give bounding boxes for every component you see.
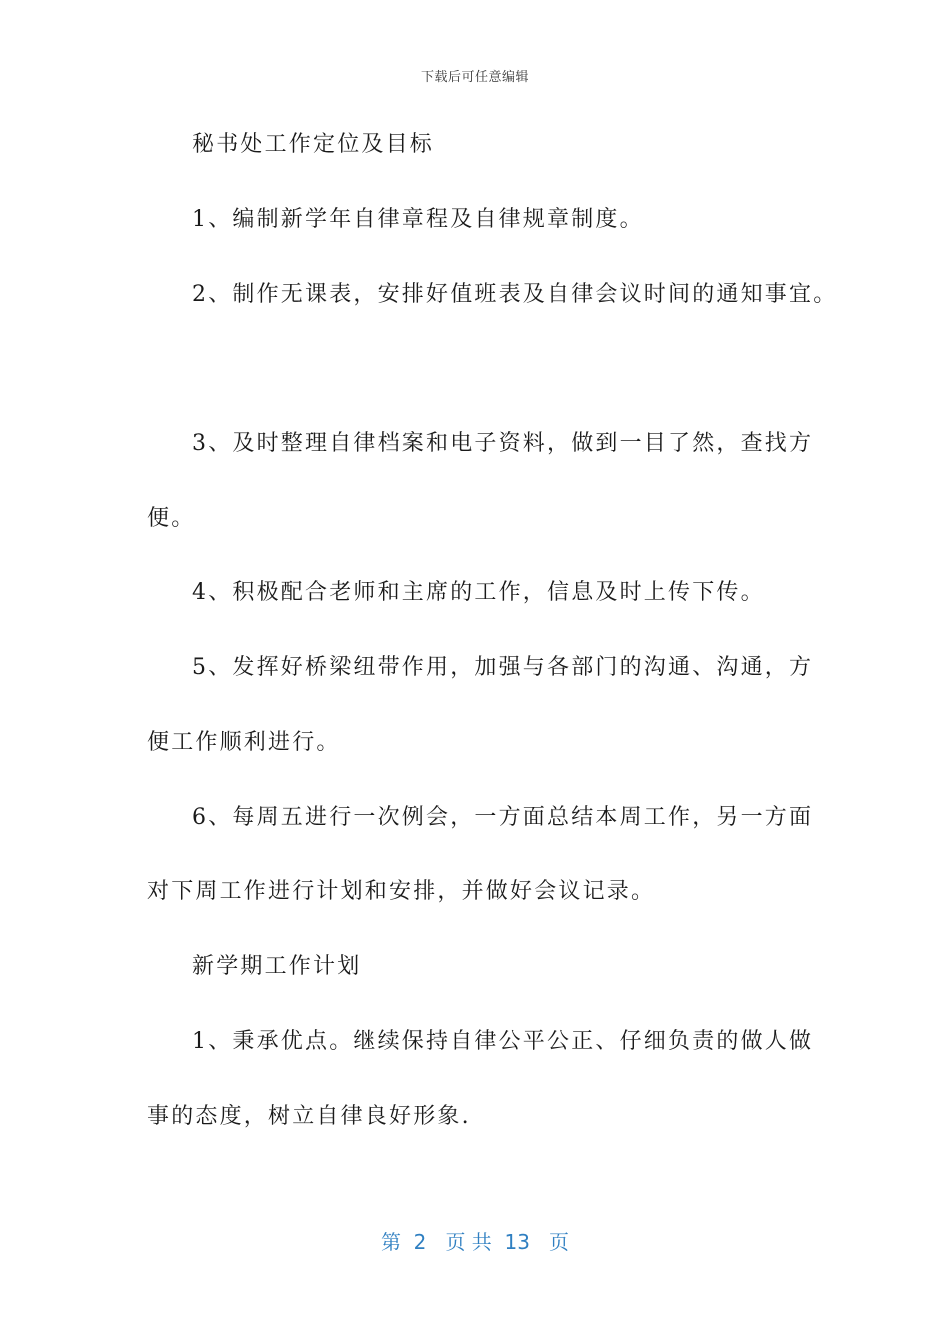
paragraph-line: 便。 (147, 506, 196, 531)
paragraph-line: 1、编制新学年自律章程及自律规章制度。 (192, 207, 644, 232)
paragraph-line: 6、每周五进行一次例会，一方面总结本周工作，另一方面 (192, 805, 814, 830)
paragraph-line: 便工作顺利进行。 (147, 730, 341, 755)
paragraph-line: 4、积极配合老师和主席的工作，信息及时上传下传。 (192, 580, 765, 605)
paragraph-line: 3、及时整理自律档案和电子资料，做到一目了然，查找方 (192, 431, 814, 456)
paragraph-line: 2、制作无课表，安排好值班表及自律会议时间的通知事宜。 (192, 282, 838, 307)
paragraph-line: 5、发挥好桥梁纽带作用，加强与各部门的沟通、沟通，方 (192, 655, 814, 680)
paragraph-line: 1、秉承优点。继续保持自律公平公正、仔细负责的做人做 (192, 1029, 814, 1054)
page-number-footer: 第 2 页 共 13 页 (380, 1230, 570, 1254)
section-heading-new-term: 新学期工作计划 (192, 954, 362, 979)
paragraph-line: 对下周工作进行计划和安排，并做好会议记录。 (147, 879, 656, 904)
paragraph-line: 事的态度，树立自律良好形象. (147, 1104, 471, 1129)
section-heading-secretariat: 秘书处工作定位及目标 (192, 132, 435, 157)
page-header-note: 下载后可任意编辑 (420, 70, 529, 85)
